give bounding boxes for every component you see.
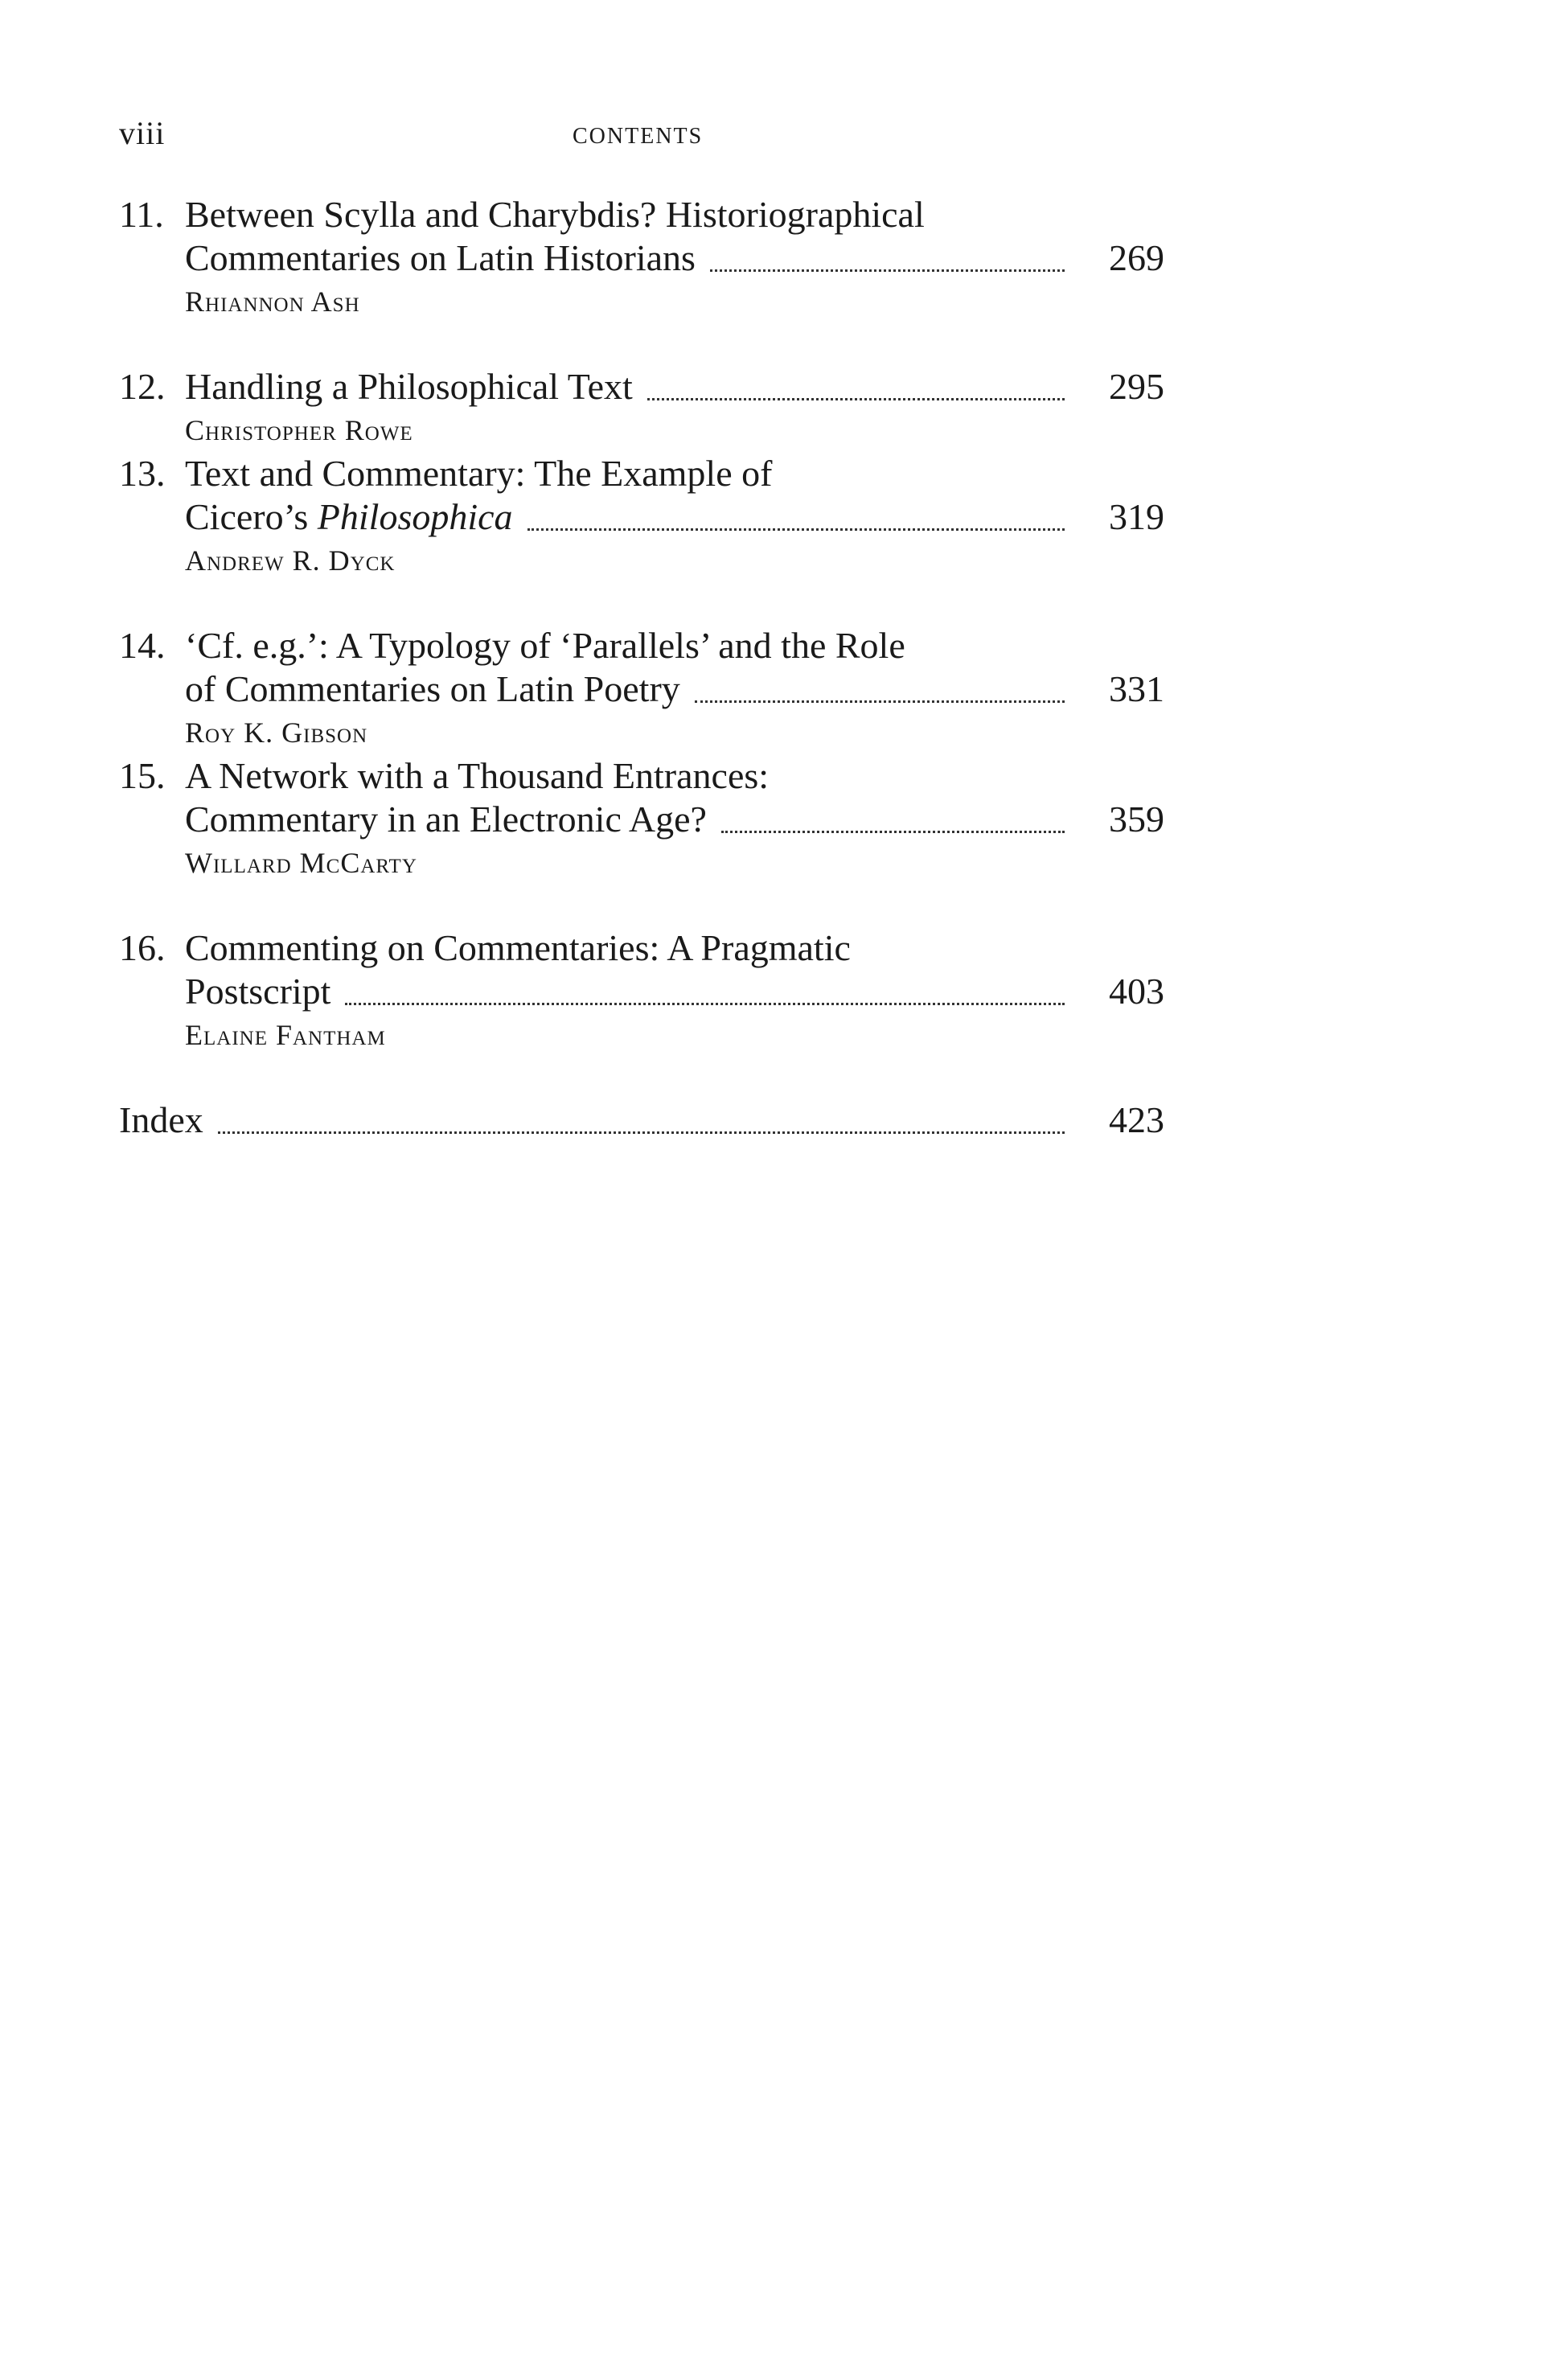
chapter-author: Elaine Fantham	[185, 1019, 386, 1051]
chapter-number: 11.	[119, 194, 164, 235]
page-number: 319	[1109, 496, 1164, 537]
chapter-number: 15.	[119, 755, 166, 796]
chapter-number: 12.	[119, 366, 166, 407]
toc-entry-index	[119, 1098, 1164, 1142]
chapter-author: Rhiannon Ash	[185, 285, 360, 318]
page-number: 331	[1109, 668, 1164, 709]
dot-leader	[695, 700, 1065, 703]
page-number: 269	[1109, 237, 1164, 278]
chapter-title-line: Commenting on Commentaries: A Pragmatic	[185, 927, 851, 968]
chapter-author: Christopher Rowe	[185, 414, 413, 446]
page-number: 403	[1109, 971, 1164, 1012]
chapter-title-line: of Commentaries on Latin Poetry	[185, 668, 680, 709]
toc-entry-13	[119, 452, 1164, 582]
chapter-number: 13.	[119, 453, 166, 494]
toc-entry-15	[119, 754, 1164, 885]
dot-leader	[345, 1003, 1065, 1005]
chapter-author: Andrew R. Dyck	[185, 544, 396, 577]
chapter-author: Willard McCarty	[185, 847, 417, 879]
dot-leader	[647, 398, 1065, 400]
page-number: 359	[1109, 799, 1164, 840]
dot-leader	[218, 1131, 1065, 1134]
chapter-title-line: Commentary in an Electronic Age?	[185, 799, 707, 840]
chapter-title-line: Commentaries on Latin Historians	[185, 237, 696, 278]
chapter-title-line: Handling a Philosophical Text	[185, 366, 633, 407]
running-head-title: CONTENTS	[573, 124, 704, 149]
chapter-title-line: Postscript	[185, 971, 331, 1012]
dot-leader	[721, 831, 1065, 833]
page-folio: viii	[119, 115, 166, 151]
chapter-title-line: Between Scylla and Charybdis? Historiographical	[185, 194, 925, 235]
dot-leader	[710, 269, 1065, 272]
toc-entry-12	[119, 365, 1164, 452]
toc-entry-14	[119, 624, 1164, 754]
toc-entry-11	[119, 193, 1164, 323]
index-label: Index	[119, 1099, 203, 1140]
chapter-number: 16.	[119, 927, 166, 968]
chapter-number: 14.	[119, 625, 166, 666]
toc-entry-16	[119, 926, 1164, 1057]
chapter-title-line: Text and Commentary: The Example of	[185, 453, 773, 494]
running-head	[119, 114, 1164, 162]
italic-title: Philosophica	[317, 496, 513, 537]
chapter-author: Roy K. Gibson	[185, 716, 368, 749]
chapter-title-line: Cicero’s Philosophica	[185, 496, 513, 537]
page-number: 423	[1109, 1099, 1164, 1140]
chapter-title-line: ‘Cf. e.g.’: A Typology of ‘Parallels’ and the Role	[185, 625, 905, 666]
chapter-title-line: A Network with a Thousand Entrances:	[185, 755, 770, 796]
table-of-contents	[119, 193, 1164, 1142]
dot-leader	[527, 528, 1065, 531]
page-number: 295	[1109, 366, 1164, 407]
